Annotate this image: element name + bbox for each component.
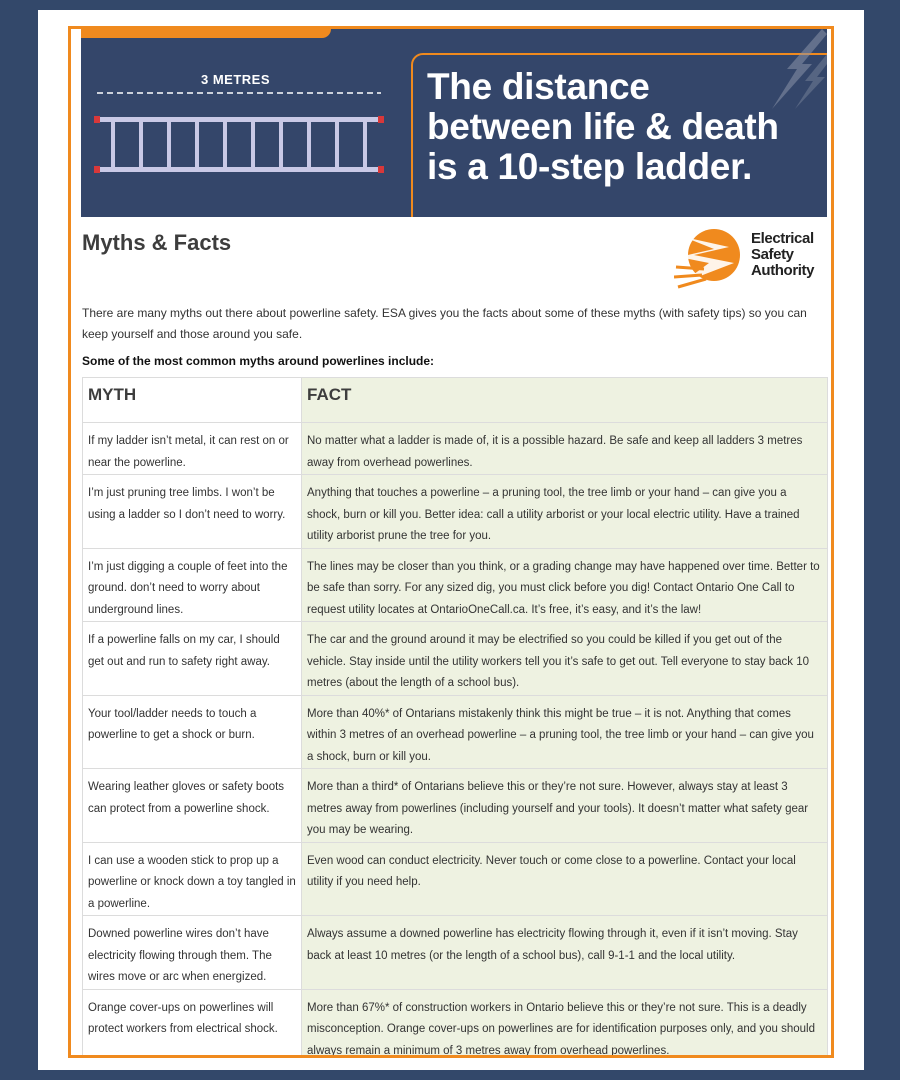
myth-cell: If my ladder isn’t metal, it can rest on or near the powerline. [83, 423, 302, 475]
myth-cell: Your tool/ladder needs to touch a powerline to get a shock or burn. [83, 695, 302, 769]
fact-cell: More than 67%* of construction workers in Ontario believe this or they’re not sure. This is a deadly misconception. Orange cover-ups on powerlines are for identification purposes only, and you should always remain a minimum of 3 metres away from overhead powerlines. [302, 989, 828, 1058]
section-title: Myths & Facts [82, 230, 232, 255]
fact-cell: The lines may be closer than you think, or a grading change may have happened over time. Better to be safe than sorry. For any sized dig, you must click before you dig! Contact Ontario One Call to request utility locates at OntarioOneCall.ca. It’s free, it’s easy, and it’s the law! [302, 548, 828, 622]
table-intro: Some of the most common myths around powerlines include: [82, 354, 435, 368]
table-row [83, 989, 828, 1058]
intro-paragraph: There are many myths out there about powerline safety. ESA gives you the facts about some of these myths (with safety tips) so you can keep yourself and those around you safe. [82, 306, 807, 341]
fact-cell: The car and the ground around it may be electrified so you could be killed if you get out of the vehicle. Stay inside until the utility workers tell you it’s safe to get out. Tell everyone to stay back 10 metres (about the length of a school bus). [302, 622, 828, 696]
myth-cell: If a powerline falls on my car, I should get out and run to safety right away. [83, 622, 302, 696]
headline-line: is a 10-step ladder. [427, 146, 753, 187]
table-row [83, 916, 828, 990]
headline [427, 67, 817, 187]
logo-line: Safety [751, 246, 794, 263]
headline-line: between life & death [427, 106, 779, 147]
ladder-label: 3 METRES [201, 72, 271, 87]
table-row [83, 622, 828, 696]
myth-cell: Orange cover-ups on powerlines will protect workers from electrical shock. [83, 989, 302, 1058]
myth-cell: I’m just digging a couple of feet into the ground. don’t need to worry about underground lines. [83, 548, 302, 622]
fact-cell: Anything that touches a powerline – a pruning tool, the tree limb or your hand – can give you a shock, burn or kill you. Better idea: call a utility arborist or your local electric utility. Have a trained utility arborist prune the tree for you. [302, 475, 828, 549]
headline-line: The distance [427, 66, 650, 107]
myth-cell: Wearing leather gloves or safety boots can protect from a powerline shock. [83, 769, 302, 843]
table-header-row [83, 378, 828, 423]
myth-cell: Downed powerline wires don’t have electricity flowing through them. The wires move or arc when energized. [83, 916, 302, 990]
table-row [83, 769, 828, 843]
ladder-rungs [111, 122, 367, 167]
ladder-illustration [91, 87, 391, 197]
ladder-bottom-rail [97, 167, 381, 172]
fact-cell: Always assume a downed powerline has electricity flowing through it, even if it isn’t moving. Stay back at least 10 metres (or the length of a school bus), call 9-1-1 and the local utility. [302, 916, 828, 990]
ladder-end-cap [378, 166, 384, 173]
banner [81, 29, 827, 217]
table-row [83, 475, 828, 549]
fact-column-header: FACT [302, 378, 828, 423]
page [38, 10, 864, 1070]
table-row [83, 695, 828, 769]
fact-cell: More than a third* of Ontarians believe this or they’re not sure. However, always stay at least 3 metres away from powerlines (including yourself and your tools). It doesn’t matter what safety gear you may be wearing. [302, 769, 828, 843]
ladder-end-cap [94, 116, 100, 123]
lightning-streaks-graphic [767, 29, 827, 119]
logo-text [751, 231, 814, 279]
logo-line: Electrical [751, 230, 814, 247]
fact-cell: Even wood can conduct electricity. Never touch or come close to a powerline. Contact your local utility if you need help. [302, 842, 828, 916]
ladder-top-rail [97, 117, 381, 122]
fact-cell: No matter what a ladder is made of, it is a possible hazard. Be safe and keep all ladders 3 metres away from overhead powerlines. [302, 423, 828, 475]
banner-accent-strip [81, 29, 331, 38]
ladder-end-cap [94, 166, 100, 173]
myths-facts-table [82, 377, 828, 1058]
ladder-end-cap [378, 116, 384, 123]
table-row [83, 423, 828, 475]
myth-column-header: MYTH [83, 378, 302, 423]
fact-cell: More than 40%* of Ontarians mistakenly think this might be true – it is not. Anything that comes within 3 metres of an overhead powerline – a pruning tool, the tree limb or your hand – can give you a shock, burn or kill you. [302, 695, 828, 769]
myth-cell: I’m just pruning tree limbs. I won’t be using a ladder so I don’t need to worry. [83, 475, 302, 549]
myth-cell: I can use a wooden stick to prop up a powerline or knock down a toy tangled in a powerline. [83, 842, 302, 916]
table-row [83, 548, 828, 622]
infographic-frame [68, 26, 834, 1058]
table-row [83, 842, 828, 916]
logo-line: Authority [751, 262, 815, 279]
